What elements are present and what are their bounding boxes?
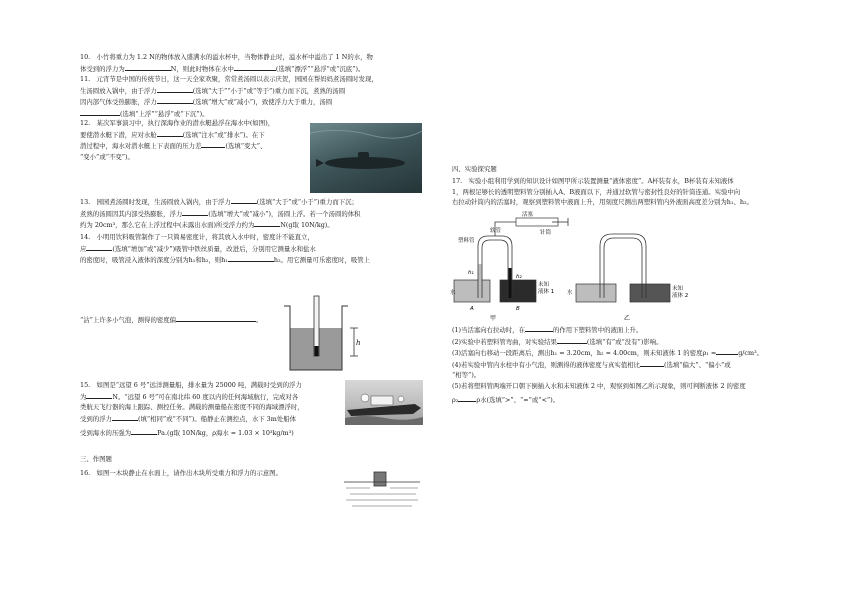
q17-subquestions xyxy=(452,324,782,405)
q12-line-4: “变小”或“不变”)。 xyxy=(80,152,134,161)
q17-part-4b: “相等”)。 xyxy=(452,371,481,380)
q11-line-1: 11. 元宵节是中国的传统节日，这一天全家欢聚，常常煮汤圆以表示庆贺，园园在帮妈妈煮汤圆时发现， xyxy=(80,75,378,83)
question-15 xyxy=(80,380,342,439)
label-h1: h₁ xyxy=(468,270,474,276)
iron-wire xyxy=(315,346,319,356)
experiment-figure xyxy=(452,212,702,322)
label-water-left: 水 xyxy=(450,290,456,296)
q11-line-3: 因内部气体受热膨胀，浮力 (选填“增大”或“减小”)，致使浮力大于重力，汤圆 xyxy=(80,98,333,107)
q17-blank-2[interactable] xyxy=(557,336,587,344)
q10-line-1: 10. 小竹将重力为 1.2 N的物体放入盛满水的溢水杯中，当物体静止时，溢水杯中溢出了 1 N的水，物 xyxy=(80,53,373,61)
q15-line-1: 15. 如图是“远望 6 号”远洋测量船，排水量为 25000 吨，满载时受到的浮力 xyxy=(80,381,302,389)
label-piston: 活塞 xyxy=(522,212,534,218)
q17-blank-1[interactable] xyxy=(525,324,553,332)
question-10 xyxy=(80,52,420,74)
syringe xyxy=(516,218,558,226)
q15-line-5: 受到海水的压强为 Pa.(g取 10N/kg，ρ海水 = 1.03 × 10³kg/m³) xyxy=(80,429,294,438)
label-h2: h₂ xyxy=(516,274,522,280)
q15-line-3: 类航天飞行器的海上跟踪、测控任务。满载的测量船在密度不同的海域漂浮时， xyxy=(80,403,304,412)
q17-line-2: 1，两根足够长的透明塑料管分别插入A、B液面以下，并通过软管与密封性良好的针筒连通。实验中向 xyxy=(452,187,741,196)
q13-line-2: 煮熟的汤圆因其内部受热膨胀，浮力 (选填“增大”或“减小”)，汤圆上浮。若一个汤圆的体积 xyxy=(80,209,361,218)
q10-blank-2[interactable] xyxy=(234,63,276,71)
q11-line-4: (选填“上浮”“悬浮”或“下沉”)。 xyxy=(80,108,420,120)
q14-line-3: 的密度时，吸管浸入液体的深度分别为h₁和h₂，则h₁ h₂。用它测量可乐密度时，吸管上 xyxy=(80,256,371,265)
question-17 xyxy=(452,176,782,208)
q14-line-4: “沾”上许多小气泡，测得的密度偏 。 xyxy=(80,315,263,324)
q12-blank-2[interactable] xyxy=(201,140,225,148)
label-plastic-tube: 塑料管 xyxy=(458,238,475,244)
block-on-water-figure xyxy=(340,470,424,512)
q15-blank-3[interactable] xyxy=(131,427,157,435)
q17-part-3: (3)活塞向右移动一段距离后，测出h₁ = 3.20cm，h₂ = 4.00cm，则未知液体 1 的密度ρ₁ = g/cm³。 xyxy=(452,349,764,358)
q15-blank-2[interactable] xyxy=(112,413,138,421)
q17-line-1: 17. 实验小组利用学到的知识设计如图甲所示装置测量“液体密度”。A杯装有水，B杯装有未知液体 xyxy=(452,177,734,185)
label-soft-tube: 软管 xyxy=(490,228,502,234)
q14-line-2: 应 (选填“增加”或“减少”)吸管中铁丝质量，改进后，分别用它测量水和盐水 xyxy=(80,244,316,253)
label-water-right: 水 xyxy=(567,290,573,296)
q17-part-5: (5)若将塑料管两端开口朝下倒插入水和未知液体 2 中，观察到如图乙所示现象，则可判断液体 2 的密度 xyxy=(452,381,746,390)
label-liquid-1b: 液体 1 xyxy=(538,289,555,295)
q12-line-1: 12. 某次军事演习中，执行深海作业的潜水艇悬浮在海水中(如图)， xyxy=(80,119,275,127)
q12-line-3: 潜过程中，海水对潜水艇上下表面的压力差 (选填“变大”、 xyxy=(80,142,267,151)
label-liquid-2: 未知 xyxy=(672,286,684,292)
q14-blank-1[interactable] xyxy=(86,243,112,251)
q13-line-1: 13. 园园煮汤圆时发现，生汤圆放入锅内，由于浮力 (选填“大于”或“小于”)重力而下沉； xyxy=(80,198,358,206)
q17-blank-4[interactable] xyxy=(640,359,664,367)
q15-line-2: 为 N。“远望 6 号”可在南北纬 60 度以内的任何海域航行，完成对各 xyxy=(80,392,299,401)
q17-blank-5[interactable] xyxy=(458,394,476,402)
question-16: 16. 如图一木块静止在水面上，请作出木块所受重力和浮力的示意图。 xyxy=(80,469,282,477)
q12-line-2: 要使潜水艇下潜，应对水舱 (选填“注水”或“排水”)。在下 xyxy=(80,130,265,139)
q14-blank-2[interactable] xyxy=(228,254,274,262)
question-13 xyxy=(80,196,420,231)
q14-blank-3[interactable] xyxy=(176,314,256,322)
q13-line-3: 约为 20cm³，那么它在上浮过程中(未露出水面)所受浮力约为 N(g取 10N/kg)。 xyxy=(80,221,334,230)
density-meter-figure xyxy=(270,296,374,374)
label-jia: 甲 xyxy=(490,315,497,322)
cup-water-2 xyxy=(576,284,616,302)
section-3-heading: 三、作图题 xyxy=(80,455,112,463)
submarine-photo xyxy=(310,123,422,193)
q17-blank-3[interactable] xyxy=(716,347,738,355)
cup-liquid-2 xyxy=(630,284,670,302)
q17-part-4: (4)若实验中管内水柱中有小气泡，则测得的液体密度与真实值相比 (选填“偏大”、“偏小”或 xyxy=(452,360,731,369)
q11-blank-2[interactable] xyxy=(157,96,193,104)
q17-part-6: ρ₂ ρ水(选填“>”、“=”或“<”)。 xyxy=(452,395,560,404)
q17-part-2: (2)实验中若塑料管弯曲，对实验结果 (选填“有”或“没有”)影响。 xyxy=(452,337,663,346)
q13-blank-1[interactable] xyxy=(231,196,257,204)
q10-line-2: 体受到的浮力为 N，则此时物体在水中 (选填“漂浮”“悬浮”或“沉底”)。 xyxy=(80,64,365,73)
cup-b xyxy=(500,280,536,302)
q17-part-1: (1)当活塞向右拉动时，在 的作用下塑料管中的液面上升。 xyxy=(452,326,643,334)
q11-blank-3[interactable] xyxy=(80,108,120,116)
submarine-icon xyxy=(310,123,422,193)
ship-photo xyxy=(345,380,423,425)
label-liquid-1: 未知 xyxy=(538,282,550,288)
label-yi: 乙 xyxy=(624,315,631,322)
question-12 xyxy=(80,118,308,162)
wooden-block xyxy=(374,472,386,486)
q14-line-1: 14. 小明用饮料吸管制作了一只简易密度计，将其放入水中时，密度计不能直立， xyxy=(80,233,314,241)
q10-blank-1[interactable] xyxy=(125,63,171,71)
q13-blank-2[interactable] xyxy=(182,208,208,216)
q11-blank-1[interactable] xyxy=(157,85,193,93)
q15-blank-1[interactable] xyxy=(86,391,112,399)
ship-icon xyxy=(345,380,423,425)
label-b: B xyxy=(516,306,520,312)
label-needle: 针筒 xyxy=(540,230,552,236)
section-4-heading: 四、实验探究题 xyxy=(452,165,497,173)
q12-blank-1[interactable] xyxy=(157,129,183,137)
q11-line-2: 生汤圆放入锅中，由于浮力 (选填“大于”“小于”或“等于”)重力而下沉，煮熟的汤圆 xyxy=(80,86,346,95)
h-label: h xyxy=(356,339,361,347)
q13-blank-3[interactable] xyxy=(254,219,280,227)
q15-line-4: 受到的浮力 (填“相同”或“不同”)。船静止在测控点，水下 3m处船体 xyxy=(80,414,296,423)
label-liquid-2b: 液体 2 xyxy=(672,293,689,299)
label-a: A xyxy=(470,306,474,312)
cup-a xyxy=(454,280,490,302)
q17-line-3: 右拉动针筒内的活塞时，观察到塑料管中液面上升，用刻度尺测出两塑料管内外液面高度差分别为h₁、h₂。 xyxy=(452,198,753,207)
question-11 xyxy=(80,74,420,119)
